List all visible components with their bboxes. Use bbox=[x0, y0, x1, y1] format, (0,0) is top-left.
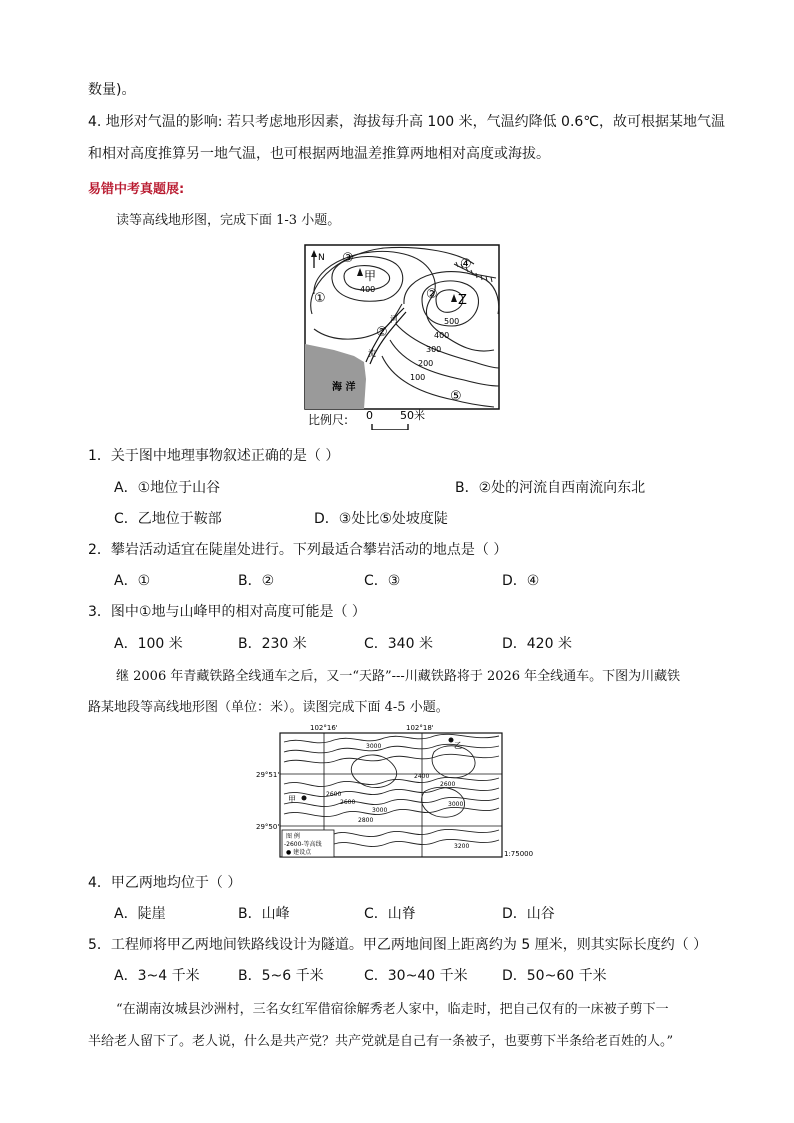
place-yi-2: 乙 bbox=[454, 741, 462, 750]
river-label: 河 bbox=[390, 315, 398, 324]
scale-label: 比例尺: bbox=[308, 413, 349, 427]
question-3-option-c[interactable]: C．340 米 bbox=[364, 636, 433, 652]
contour-label-2: 3000 bbox=[372, 807, 388, 814]
question-2-option-a[interactable]: A．① bbox=[114, 573, 151, 589]
legend-title: 图 例 bbox=[286, 833, 300, 840]
point-jia-icon bbox=[302, 796, 307, 801]
contour-label-2: 2400 bbox=[414, 773, 430, 780]
question-intro-2a: 继 2006 年青藏铁路全线通车之后，又一“天路”---川藏铁路将于 2026 年全线通车。下图为川藏铁 bbox=[116, 669, 681, 684]
question-5-option-d[interactable]: D．50~60 千米 bbox=[502, 968, 607, 984]
contour-label: 400 bbox=[434, 331, 450, 340]
place-yi: Z bbox=[458, 293, 467, 308]
question-2-option-d[interactable]: D．④ bbox=[502, 573, 540, 589]
scale-zero: 0 bbox=[366, 409, 373, 422]
question-3-option-a[interactable]: A．100 米 bbox=[114, 636, 183, 652]
marker-2: ② bbox=[376, 325, 388, 340]
contour-label: 100 bbox=[410, 373, 426, 382]
legend-point: ● 建设点 bbox=[286, 849, 312, 856]
contour-label-2: 2600 bbox=[326, 791, 342, 798]
place-jia-2: 甲 bbox=[288, 795, 296, 804]
river-label: 流 bbox=[368, 349, 376, 358]
marker-2b: ② bbox=[426, 287, 438, 302]
contour-label-2: 2600 bbox=[340, 799, 356, 806]
question-1-option-b[interactable]: B．②处的河流自西南流向东北 bbox=[455, 480, 646, 496]
question-3-option-d[interactable]: D．420 米 bbox=[502, 636, 572, 652]
question-2-stem: 2．攀岩活动适宜在陡崖处进行。下列最适合攀岩活动的地点是（ ） bbox=[88, 542, 508, 558]
marker-4: ④ bbox=[460, 257, 472, 272]
contour-label: 400 bbox=[360, 285, 376, 294]
north-label: N bbox=[318, 253, 325, 263]
lat-label: 29°51' bbox=[256, 771, 280, 779]
question-4-stem: 4．甲乙两地均位于（ ） bbox=[88, 875, 242, 891]
scale-bar bbox=[372, 424, 408, 430]
question-1-option-a[interactable]: A．①地位于山谷 bbox=[114, 480, 221, 496]
question-4-option-b[interactable]: B．山峰 bbox=[238, 906, 290, 922]
question-intro-2b: 路某地段等高线地形图（单位：米）。读图完成下面 4-5 小题。 bbox=[88, 700, 449, 715]
quote-line-2: 半给老人留下了。老人说，什么是共产党？共产党就是自己有一条被子，也要剪下半条给老百姓的人。” bbox=[88, 1034, 674, 1049]
contour-label: 200 bbox=[418, 359, 434, 368]
question-1-option-d[interactable]: D．③处比⑤处坡度陡 bbox=[314, 511, 448, 527]
contour-label-2: 2800 bbox=[358, 817, 374, 824]
point-yi-icon bbox=[449, 738, 454, 743]
legend-contour: -2600-等高线 bbox=[284, 841, 322, 848]
question-5-option-a[interactable]: A．3~4 千米 bbox=[114, 968, 200, 984]
quote-line-1: “在湖南汝城县沙洲村，三名女红军借宿徐解秀老人家中，临走时，把自己仅有的一床被子剪下一 bbox=[116, 1002, 669, 1017]
question-4-option-a[interactable]: A．陡崖 bbox=[114, 906, 166, 922]
contour-label-2: 3200 bbox=[454, 843, 470, 850]
question-1-option-c[interactable]: C．乙地位于鞍部 bbox=[114, 511, 222, 527]
intro-line-2: 和相对高度推算另一地气温，也可根据两地温差推算两地相对高度或海拔。 bbox=[88, 146, 550, 162]
question-4-option-c[interactable]: C．山脊 bbox=[364, 906, 416, 922]
contour-map-1 bbox=[304, 244, 500, 430]
intro-line-1: 4. 地形对气温的影响: 若只考虑地形因素，海拔每升高 100 米，气温约降低 0.6℃，故可根据某地气温 bbox=[88, 114, 726, 130]
question-4-option-d[interactable]: D．山谷 bbox=[502, 906, 555, 922]
contour-label-2: 3000 bbox=[448, 801, 464, 808]
scale-label-2: 1:75000 bbox=[504, 850, 534, 858]
marker-1: ① bbox=[314, 291, 326, 306]
question-5-stem: 5．工程师将甲乙两地间铁路线设计为隧道。甲乙两地间图上距离约为 5 厘米，则其实际长度约（ ） bbox=[88, 937, 708, 953]
marker-5: ⑤ bbox=[450, 389, 462, 404]
sea-label: 海 洋 bbox=[332, 382, 356, 393]
place-jia: 甲 bbox=[364, 269, 377, 283]
lon-label: 102°16' bbox=[310, 724, 338, 732]
contour-label: 500 bbox=[444, 317, 460, 326]
question-2-option-c[interactable]: C．③ bbox=[364, 573, 401, 589]
question-3-option-b[interactable]: B．230 米 bbox=[238, 636, 307, 652]
question-3-stem: 3．图中①地与山峰甲的相对高度可能是（ ） bbox=[88, 604, 366, 620]
contour-label-2: 3000 bbox=[366, 743, 382, 750]
lat-label: 29°50' bbox=[256, 823, 280, 831]
section-title: 易错中考真题展: bbox=[88, 182, 185, 197]
question-intro-1: 读等高线地形图，完成下面 1-3 小题。 bbox=[116, 213, 341, 228]
lon-label: 102°18' bbox=[406, 724, 434, 732]
contour-label: 300 bbox=[426, 345, 442, 354]
question-5-option-c[interactable]: C．30~40 千米 bbox=[364, 968, 468, 984]
scale-end: 50米 bbox=[400, 409, 425, 422]
question-2-option-b[interactable]: B．② bbox=[238, 573, 275, 589]
intro-line-0: 数量)。 bbox=[88, 82, 136, 98]
question-5-option-b[interactable]: B．5~6 千米 bbox=[238, 968, 324, 984]
marker-3: ③ bbox=[342, 251, 354, 266]
contour-label-2: 2600 bbox=[440, 781, 456, 788]
contour-map-2 bbox=[254, 722, 544, 862]
question-1-stem: 1．关于图中地理事物叙述正确的是（ ） bbox=[88, 448, 340, 464]
